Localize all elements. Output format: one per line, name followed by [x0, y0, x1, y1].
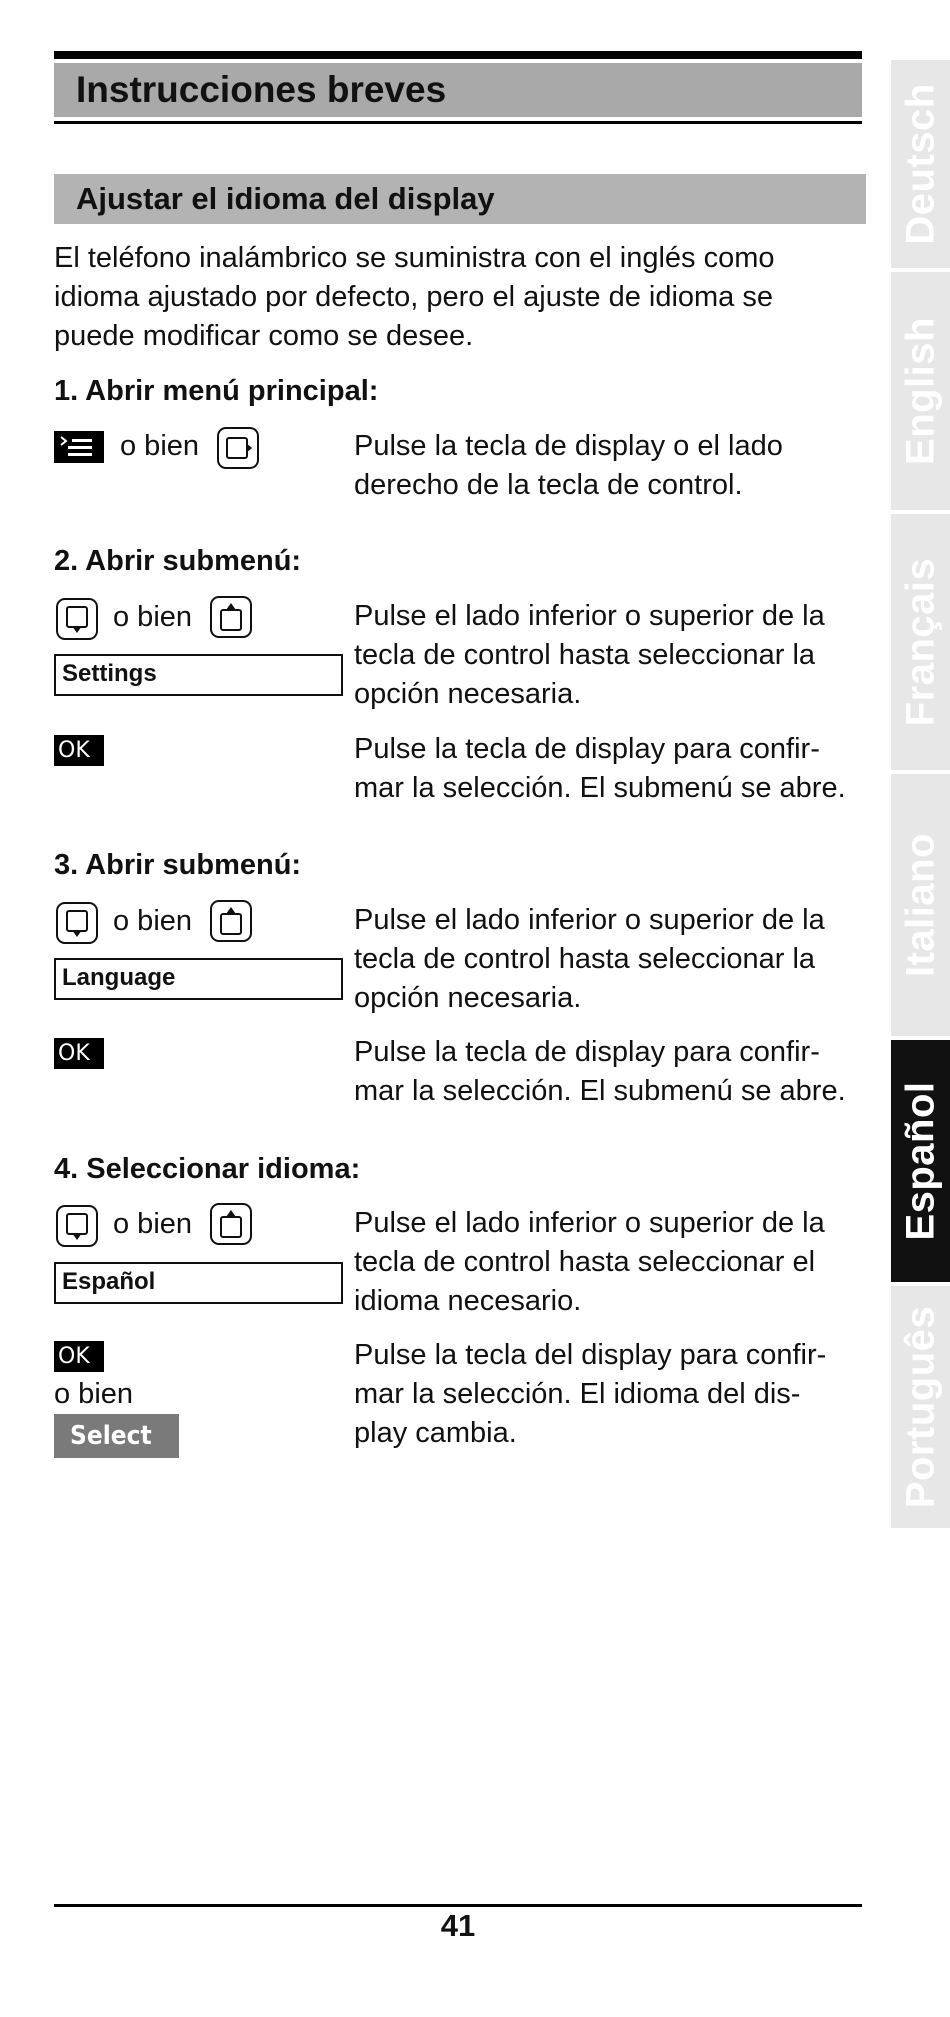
- step-2-ok-desc-2: mar la selección. El submenú se abre.: [354, 772, 846, 804]
- page-title: Instrucciones breves: [76, 69, 447, 110]
- step-4-heading: 4. Seleccionar idioma:: [54, 1153, 361, 1185]
- or-text: o bien: [113, 905, 193, 937]
- control-down-icon: [56, 1205, 98, 1247]
- step-1-desc-1: Pulse la tecla de display o el lado: [354, 430, 783, 462]
- intro-line-2: idioma ajustado por defecto, pero el ajuste de idioma se: [54, 281, 773, 313]
- step-3-ok-desc-2: mar la selección. El submenú se abre.: [354, 1075, 846, 1107]
- step-2-desc-2: tecla de control hasta seleccionar la: [354, 639, 816, 671]
- lang-tab-portugues: [891, 1286, 950, 1528]
- step-4-ok-desc-3: play cambia.: [354, 1417, 517, 1449]
- step-3-desc-3: opción necesaria.: [354, 982, 582, 1014]
- control-up-icon: [210, 1203, 252, 1245]
- section-title: Ajustar el idioma del display: [76, 181, 495, 216]
- select-key: Select: [54, 1414, 179, 1458]
- lang-tab-english: [891, 272, 950, 510]
- ok-key: OK: [54, 1038, 104, 1069]
- menu-list-icon: [54, 431, 104, 463]
- intro-line-3: puede modificar como se desee.: [54, 320, 474, 352]
- ok-key: OK: [54, 1341, 104, 1372]
- intro-line-1: El teléfono inalámbrico se suministra con el inglés como: [54, 242, 775, 274]
- control-right-icon: [217, 427, 259, 469]
- display-language: Language: [54, 958, 343, 1000]
- lang-tab-label: Français: [898, 557, 942, 727]
- lang-tab-espanol: [891, 1040, 950, 1282]
- step-4-desc-3: idioma necesario.: [354, 1285, 582, 1317]
- step-2-desc-3: opción necesaria.: [354, 678, 582, 710]
- lang-tab-francais: [891, 514, 950, 770]
- title-underline: [54, 121, 862, 124]
- step-1-heading: 1. Abrir menú principal:: [54, 375, 379, 407]
- control-down-icon: [56, 902, 98, 944]
- step-4-desc-1: Pulse el lado inferior o superior de la: [354, 1207, 825, 1239]
- lang-tab-label: English: [898, 317, 942, 465]
- control-up-icon: [210, 900, 252, 942]
- control-up-icon: [210, 596, 252, 638]
- ok-key: OK: [54, 735, 104, 766]
- step-1-desc-2: derecho de la tecla de control.: [354, 469, 743, 501]
- step-3-desc-2: tecla de control hasta seleccionar la: [354, 943, 816, 975]
- step-3-ok-desc-1: Pulse la tecla de display para confir-: [354, 1036, 820, 1068]
- step-2-desc-1: Pulse el lado inferior o superior de la: [354, 600, 825, 632]
- lang-tab-label: Italiano: [898, 832, 942, 978]
- or-text: o bien: [113, 1208, 193, 1240]
- step-4-ok-desc-2: mar la selección. El idioma del dis-: [354, 1378, 801, 1410]
- page-number: 41: [440, 1908, 476, 1943]
- control-down-icon: [56, 598, 98, 640]
- step-2-heading: 2. Abrir submenú:: [54, 545, 302, 577]
- lang-tab-deutsch: [891, 60, 950, 268]
- step-3-heading: 3. Abrir submenú:: [54, 849, 302, 881]
- or-text: o bien: [120, 430, 200, 462]
- step-4-desc-2: tecla de control hasta seleccionar el: [354, 1246, 816, 1278]
- display-espanol: Español: [54, 1262, 343, 1304]
- lang-tab-label: Español: [898, 1081, 942, 1241]
- or-text: o bien: [113, 601, 193, 633]
- display-settings: Settings: [54, 654, 343, 696]
- or-text: o bien: [54, 1378, 134, 1410]
- top-rule: [54, 51, 862, 59]
- lang-tab-label: Português: [898, 1305, 942, 1509]
- lang-tab-label: Deutsch: [898, 83, 942, 245]
- step-3-desc-1: Pulse el lado inferior o superior de la: [354, 904, 825, 936]
- step-4-ok-desc-1: Pulse la tecla del display para confir-: [354, 1339, 827, 1371]
- step-2-ok-desc-1: Pulse la tecla de display para confir-: [354, 733, 820, 765]
- lang-tab-italiano: [891, 774, 950, 1036]
